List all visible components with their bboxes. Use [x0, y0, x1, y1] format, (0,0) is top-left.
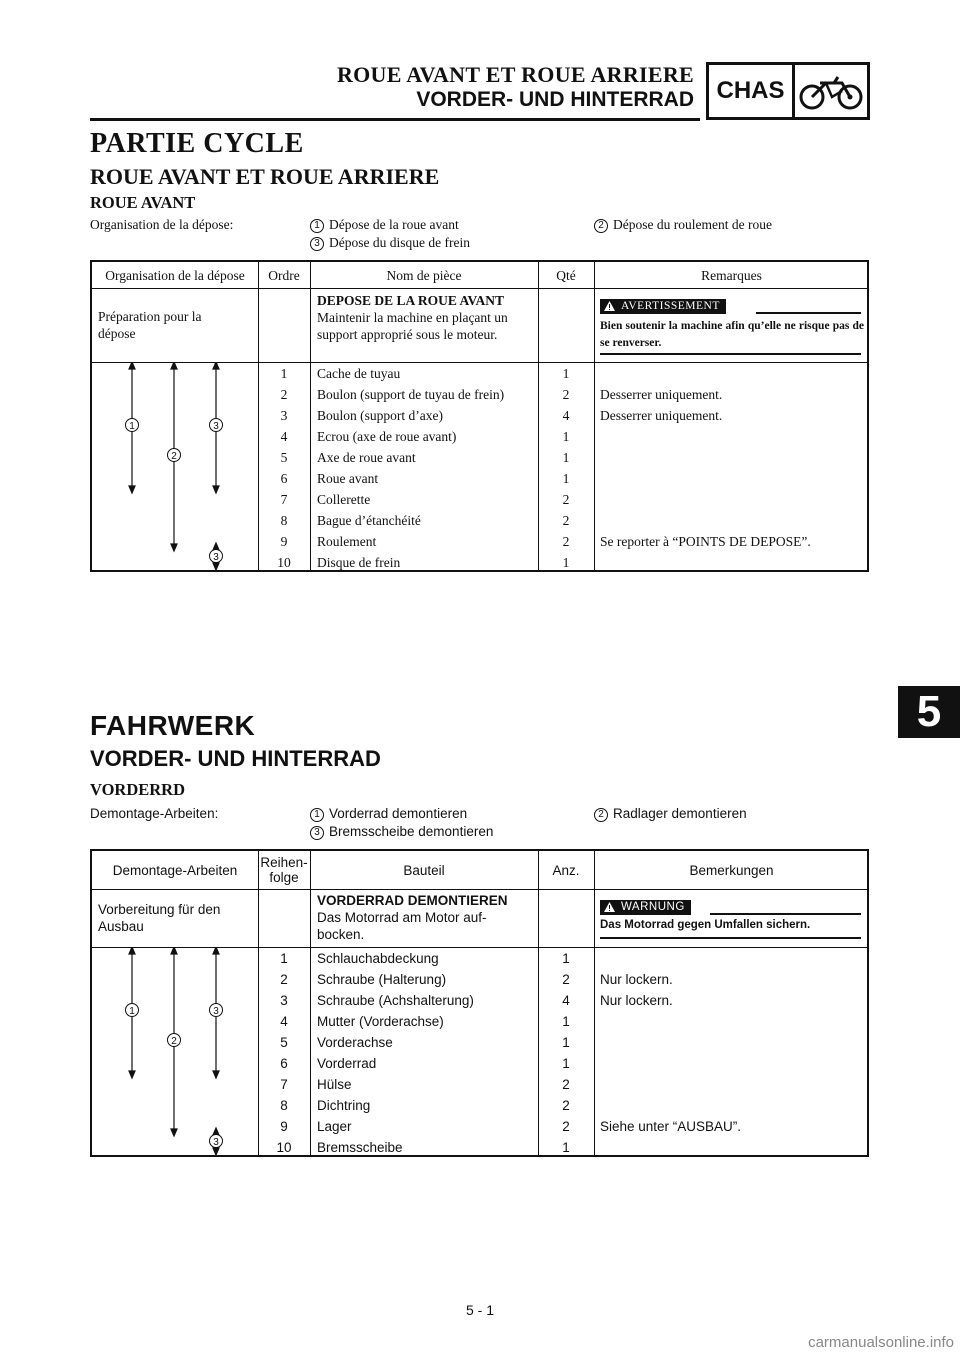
motorcycle-icon: [795, 65, 867, 117]
prep-text: Maintenir la machine en plaçant un support approprié sous le moteur.: [317, 310, 508, 342]
table-row: 10 Bremsscheibe 1: [276, 1140, 570, 1155]
col-header: Demontage-Arbeiten: [112, 862, 238, 878]
prep-title: VORDERRAD DEMONTIEREN: [317, 893, 508, 908]
table-row: 6 Roue avant 1: [280, 471, 570, 486]
org-item-2: 2 Dépose du roulement de roue: [594, 216, 772, 234]
table-row: 2 Boulon (support de tuyau de frein) 2 Desserrer uniquement.: [280, 387, 723, 402]
step-marker-3: 3: [213, 421, 219, 432]
org-label-de: Demontage-Arbeiten:: [90, 806, 219, 821]
step-marker-3b: 3: [213, 552, 219, 563]
warning-badge: WARNUNG: [600, 899, 691, 916]
warning-badge: AVERTISSEMENT: [600, 298, 726, 315]
table-row: 6 Vorderrad 1: [280, 1056, 570, 1071]
table-row: 1 Schlauchabdeckung 1: [280, 951, 570, 966]
org-label-fr: Organisation de la dépose:: [90, 217, 234, 232]
section-badge: [706, 62, 870, 120]
step-marker-3: 3: [213, 1006, 219, 1017]
subheading-de: VORDERRD: [90, 780, 186, 799]
parts-table-de: [90, 849, 869, 1157]
org-item-3: 3 Bremsscheibe demontieren: [310, 823, 493, 841]
col-header: Qté: [556, 267, 576, 283]
table-row: 3 Schraube (Achshalterung) 4 Nur lockern.: [280, 993, 673, 1008]
table-row: 9 Lager 2 Siehe unter “AUSBAU”.: [280, 1119, 742, 1134]
table-row: 2 Schraube (Halterung) 2 Nur lockern.: [280, 972, 673, 987]
header-rule: [90, 118, 700, 121]
subsection-title-fr: ROUE AVANT ET ROUE ARRIERE: [90, 164, 440, 189]
table-row: 7 Collerette 2: [280, 492, 570, 507]
table-row: 5 Vorderachse 1: [280, 1035, 570, 1050]
table-row: 4 Mutter (Vorderachse) 1: [280, 1014, 570, 1029]
col-header: Bemerkungen: [689, 862, 774, 878]
table-row: 5 Axe de roue avant 1: [280, 450, 570, 465]
step-marker-2: 2: [171, 1036, 177, 1047]
table-row: 3 Boulon (support d’axe) 4 Desserrer uniquement.: [280, 408, 723, 423]
step-marker-1: 1: [129, 421, 135, 432]
subheading-fr: ROUE AVANT: [90, 193, 196, 212]
section-title-fr: PARTIE CYCLE: [90, 128, 304, 159]
table-row: 7 Hülse 2: [280, 1077, 570, 1092]
col-header: Remarques: [701, 267, 762, 283]
prep-label: Vorbereitung für den Ausbau: [98, 902, 221, 934]
prep-text: Das Motorrad am Motor auf- bocken.: [317, 910, 487, 942]
step-marker-2: 2: [171, 451, 177, 462]
col-header: Nom de pièce: [386, 267, 462, 283]
step-marker-1: 1: [129, 1006, 135, 1017]
org-item-1: 1 Dépose de la roue avant: [310, 216, 459, 234]
page-header: [90, 58, 870, 124]
col-header: Anz.: [552, 862, 580, 878]
header-title-de: VORDER- UND HINTERRAD: [416, 88, 694, 111]
org-item-3: 3 Dépose du disque de frein: [310, 234, 470, 252]
watermark: carmanualsonline.info: [808, 1334, 954, 1351]
table-row: 1 Cache de tuyau 1: [280, 366, 570, 381]
table-row: 4 Ecrou (axe de roue avant) 1: [280, 429, 570, 444]
table-row: 8 Bague d’étanchéité 2: [280, 513, 570, 528]
org-item-2: 2 Radlager demontieren: [594, 805, 747, 823]
col-header: Reihen- folge: [260, 855, 308, 885]
warning-text: Bien soutenir la machine afin qu’elle ne risque pas de se renverser.: [600, 320, 864, 349]
header-title-fr: ROUE AVANT ET ROUE ARRIERE: [336, 62, 694, 87]
prep-title: DEPOSE DE LA ROUE AVANT: [317, 293, 505, 308]
org-item-1: 1 Vorderrad demontieren: [310, 805, 467, 823]
chapter-tab: 5: [898, 686, 960, 738]
page-number: 5 - 1: [465, 1302, 494, 1318]
prep-label: Préparation pour la dépose: [98, 309, 202, 341]
parts-table-fr: [90, 260, 869, 572]
table-row: 10 Disque de frein 1: [277, 555, 570, 570]
col-header: Ordre: [268, 267, 300, 283]
col-header: Bauteil: [403, 862, 445, 878]
subsection-title-de: VORDER- UND HINTERRAD: [90, 746, 381, 771]
section-code: CHAS: [709, 65, 795, 117]
section-title-de: FAHRWERK: [90, 710, 256, 741]
table-row: 9 Roulement 2 Se reporter à “POINTS DE DEPOSE”.: [280, 534, 811, 549]
warning-icon: [604, 902, 615, 912]
warning-icon: [604, 301, 615, 311]
warning-text: Das Motorrad gegen Umfallen sichern.: [600, 919, 811, 931]
table-row: 8 Dichtring 2: [280, 1098, 570, 1113]
step-marker-3b: 3: [213, 1137, 219, 1148]
col-header: Organisation de la dépose: [105, 267, 245, 283]
